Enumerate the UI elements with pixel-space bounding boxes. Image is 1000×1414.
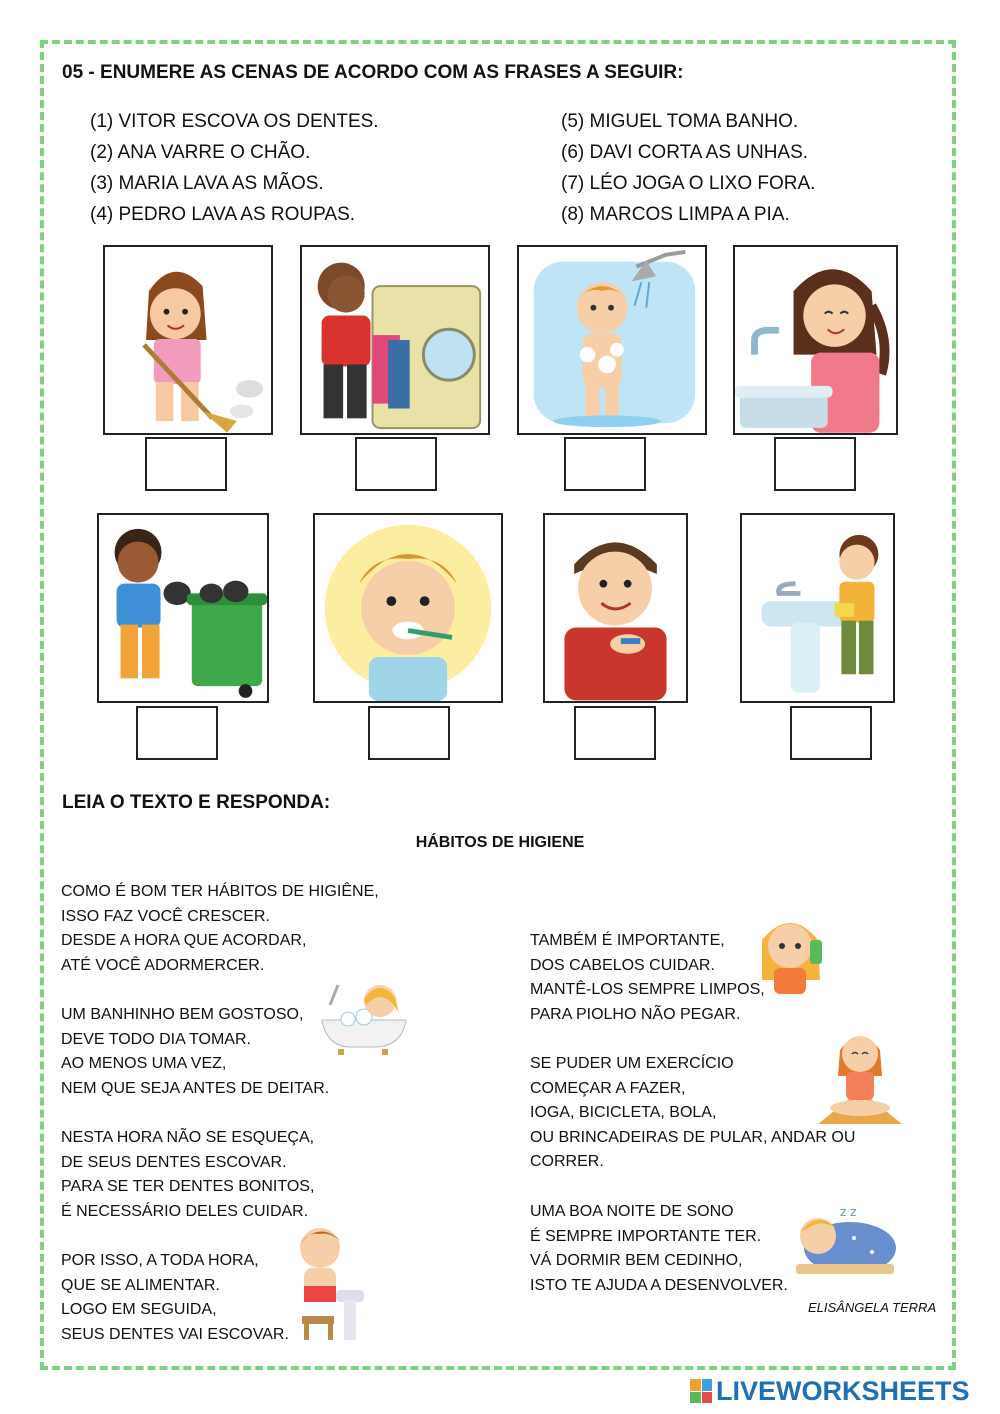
poem-line: DESDE A HORA QUE ACORDAR, [61, 932, 307, 949]
poem-line: MANTÊ-LOS SEMPRE LIMPOS, [530, 981, 765, 998]
poem-line: COMO É BOM TER HÁBITOS DE HIGIÊNE, [61, 883, 379, 900]
scene-card-boy-showering [517, 245, 707, 435]
poem-line: PARA SE TER DENTES BONITOS, [61, 1178, 315, 1195]
scene-card-boy-cutting-nails [543, 513, 688, 703]
girl-sweeping-icon [105, 247, 271, 433]
poem-line: SEUS DENTES VAI ESCOVAR. [61, 1325, 289, 1343]
poem-line: COMEÇAR A FAZER, [530, 1079, 686, 1097]
answer-box-boy-taking-out-trash[interactable] [136, 706, 218, 760]
sentence-item: (8) MARCOS LIMPA A PIA. [561, 204, 790, 225]
poem-stanza [61, 1003, 329, 1101]
boy-cutting-nails-icon [545, 515, 686, 701]
poem-line: PARA PIOLHO NÃO PEGAR. [530, 1005, 741, 1023]
poem-line: DEVE TODO DIA TOMAR. [61, 1030, 251, 1048]
answer-box-girl-sweeping[interactable] [145, 437, 227, 491]
poem-line: QUE SE ALIMENTAR. [61, 1276, 220, 1294]
scene-card-boy-washing-clothes [300, 245, 490, 435]
exercise-title: 05 - ENUMERE AS CENAS DE ACORDO COM AS FRASES A SEGUIR: [62, 62, 684, 83]
answer-box-boy-cutting-nails[interactable] [574, 706, 656, 760]
scene-card-girl-washing-hands [733, 245, 898, 435]
reading-heading: LEIA O TEXTO E RESPONDA: [62, 792, 331, 813]
poem-stanza [61, 1249, 289, 1347]
poem-line: LOGO EM SEGUIDA, [61, 1301, 217, 1318]
girl-in-bathtub-icon [318, 975, 410, 1057]
answer-box-boy-washing-clothes[interactable] [355, 437, 437, 491]
poem-line: ISTO TE AJUDA A DESENVOLVER. [530, 1276, 788, 1294]
sentence-item: (4) PEDRO LAVA AS ROUPAS. [90, 204, 356, 225]
poem-line: NESTA HORA NÃO SE ESQUEÇA, [61, 1129, 315, 1146]
sentence-item: (6) DAVI CORTA AS UNHAS. [561, 142, 809, 163]
sentence-item: (7) LÉO JOGA O LIXO FORA. [561, 173, 816, 194]
poem-line: UM BANHINHO BEM GOSTOSO, [61, 1006, 304, 1023]
scene-card-boy-cleaning-sink [740, 513, 895, 703]
boy-brushing-at-sink-icon [290, 1220, 368, 1342]
girl-washing-hands-icon [735, 247, 896, 433]
poem-line: ISSO FAZ VOCÊ CRESCER. [61, 907, 270, 925]
brand-name: LIVEWORKSHEETS [716, 1375, 970, 1406]
boy-cleaning-sink-icon [742, 515, 893, 701]
sentence-list-right [561, 106, 815, 230]
poem-line: VÁ DORMIR BEM CEDINHO, [530, 1252, 743, 1269]
boy-washing-clothes-icon [302, 247, 488, 433]
scene-card-boy-brushing-teeth [313, 513, 503, 703]
sentence-item: (2) ANA VARRE O CHÃO. [90, 142, 311, 163]
sentence-item: (3) MARIA LAVA AS MÃOS. [90, 173, 324, 194]
answer-box-boy-showering[interactable] [564, 437, 646, 491]
answer-box-boy-cleaning-sink[interactable] [790, 706, 872, 760]
poem-line: DE SEUS DENTES ESCOVAR. [61, 1153, 287, 1171]
poem-line: DOS CABELOS CUIDAR. [530, 956, 715, 974]
poem-stanza [530, 1052, 855, 1175]
liveworksheets-mark-icon [690, 1379, 712, 1403]
poem-author: ELISÂNGELA TERRA [808, 1300, 937, 1315]
girl-doing-yoga-icon [814, 1020, 906, 1128]
poem-line: SE PUDER UM EXERCÍCIO [530, 1055, 734, 1072]
svg-text:z z: z z [840, 1205, 857, 1219]
poem-stanza [530, 1200, 788, 1298]
sentence-item: (1) VITOR ESCOVA OS DENTES. [90, 111, 379, 132]
poem-line: OU BRINCADEIRAS DE PULAR, ANDAR OU [530, 1128, 856, 1146]
liveworksheets-logo [690, 1376, 970, 1406]
child-sleeping-icon [792, 1202, 898, 1282]
poem-line: UMA BOA NOITE DE SONO [530, 1203, 734, 1220]
poem-line: É NECESSÁRIO DELES CUIDAR. [61, 1202, 309, 1220]
poem-line: NEM QUE SEJA ANTES DE DEITAR. [61, 1079, 330, 1097]
poem-line: ATÉ VOCÊ ADORMERCER. [61, 956, 265, 974]
poem-stanza [61, 880, 379, 978]
girl-combing-hair-icon [754, 910, 826, 1002]
poem-title: HÁBITOS DE HIGIENE [415, 834, 585, 851]
boy-brushing-teeth-icon [315, 515, 501, 701]
boy-taking-out-trash-icon [99, 515, 267, 701]
answer-box-girl-washing-hands[interactable] [774, 437, 856, 491]
poem-line: AO MENOS UMA VEZ, [61, 1055, 227, 1072]
poem-line: CORRER. [530, 1153, 604, 1170]
poem-stanza [61, 1126, 314, 1224]
sentence-item: (5) MIGUEL TOMA BANHO. [561, 111, 799, 132]
poem-line: TAMBÉM É IMPORTANTE, [530, 932, 725, 949]
scene-card-girl-sweeping [103, 245, 273, 435]
poem-line: POR ISSO, A TODA HORA, [61, 1252, 259, 1269]
sentence-list-left [90, 106, 379, 230]
poem-line: É SEMPRE IMPORTANTE TER. [530, 1227, 762, 1245]
poem-line: IOGA, BICICLETA, BOLA, [530, 1104, 717, 1121]
scene-card-boy-taking-out-trash [97, 513, 269, 703]
answer-box-boy-brushing-teeth[interactable] [368, 706, 450, 760]
boy-showering-icon [519, 247, 705, 433]
poem-stanza [530, 929, 765, 1027]
